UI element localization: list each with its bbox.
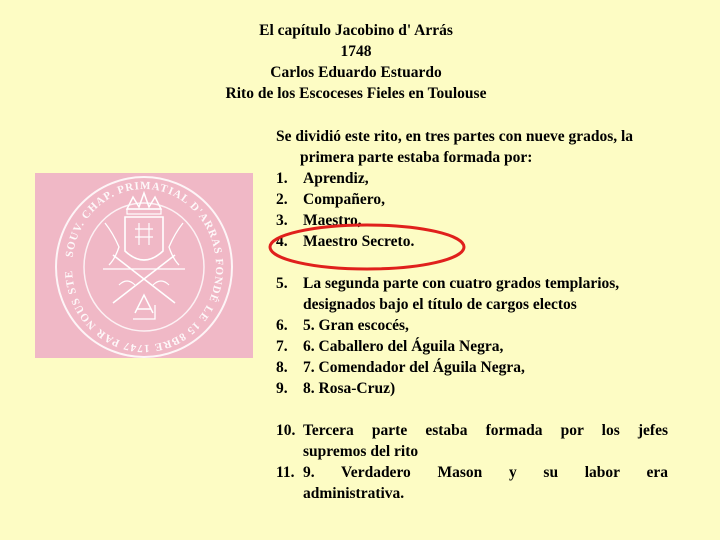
rite-description — [276, 126, 668, 504]
seal-ring-text: SOUV. CHAP. PRIMATIAL D'ARRAS FONDÉ LE 15 8BRE 1747 PAR NOUS STE — [62, 179, 226, 355]
spacer — [276, 399, 668, 420]
seal-icon — [35, 173, 253, 358]
title-line-2: 1748 — [340, 43, 372, 60]
third-part-list — [276, 420, 668, 504]
list-item: 4. Maestro Secreto. — [276, 233, 415, 250]
first-part-list — [276, 168, 668, 252]
spacer — [276, 252, 668, 273]
title-line-3: Carlos Eduardo Estuardo — [270, 64, 442, 81]
list-item: 2. Compañero, — [276, 191, 385, 208]
list-item: 11. 9. Verdadero Mason y su labor era administrativa. — [276, 464, 668, 502]
list-item: 9. 8. Rosa-Cruz) — [276, 380, 396, 397]
title-line-4: Rito de los Escoceses Fieles en Toulouse — [225, 85, 487, 102]
second-part-list — [276, 273, 668, 399]
list-item: 10. Tercera parte estaba formada por los jefes supremos del rito — [276, 422, 668, 460]
list-item: 5. La segunda parte con cuatro grados templarios, designados bajo el título de cargos electos — [276, 275, 620, 313]
list-item: 6. 5. Gran escocés, — [276, 317, 409, 334]
chapter-seal-image — [35, 173, 253, 358]
list-item: 1. Aprendiz, — [276, 170, 369, 187]
list-item: 8. 7. Comendador del Águila Negra, — [276, 359, 525, 376]
list-item: 3. Maestro, — [276, 212, 362, 229]
title-line-1: El capítulo Jacobino d' Arrás — [259, 22, 453, 39]
intro-paragraph: Se dividió este rito, en tres partes con nueve grados, la primera parte estaba formada por: — [276, 128, 634, 166]
list-item: 7. 6. Caballero del Águila Negra, — [276, 338, 504, 355]
title-block — [0, 20, 712, 104]
